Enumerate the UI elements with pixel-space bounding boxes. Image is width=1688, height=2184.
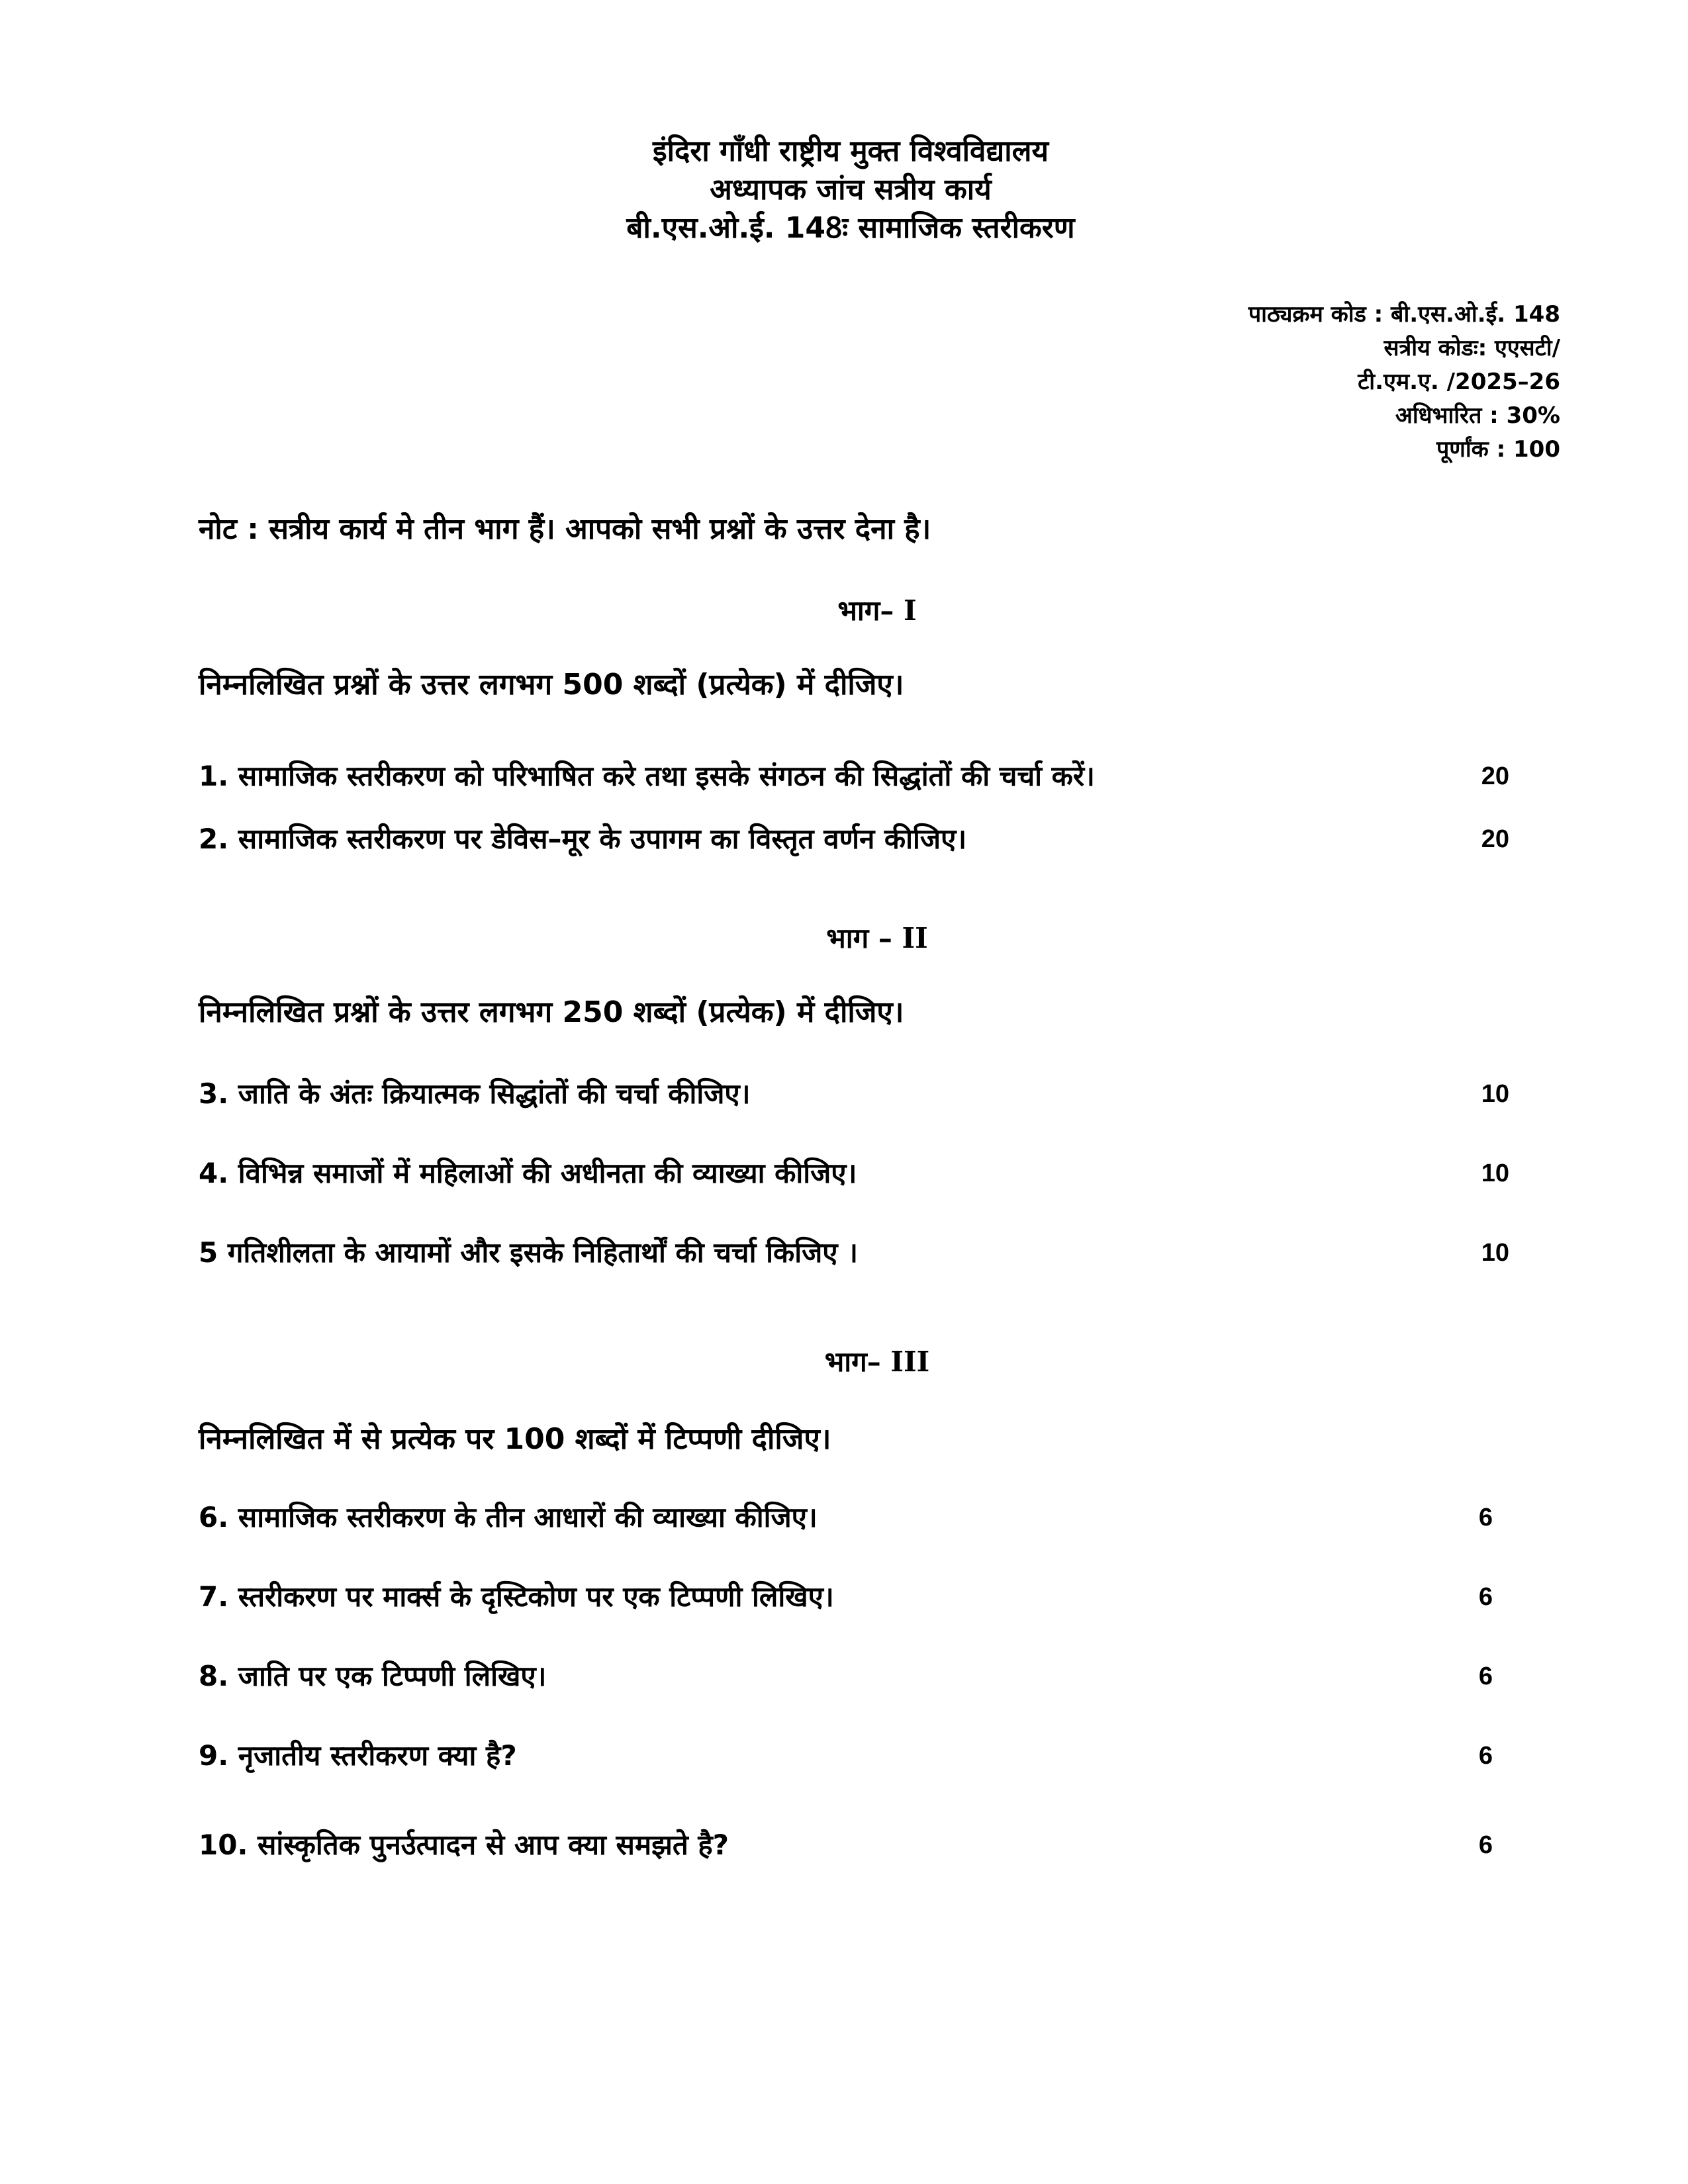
question-marks: 6 [1478, 1662, 1493, 1690]
question-marks: 6 [1478, 1504, 1493, 1531]
assignment-meta [964, 298, 1560, 467]
question-marks: 20 [1481, 825, 1509, 853]
weightage: अधिभारित : 30% [1395, 402, 1560, 429]
question-text: 6. सामाजिक स्तरीकरण के तीन आधारों की व्याख्या कीजिए। [199, 1501, 818, 1533]
course-code: पाठ्यक्रम कोड : बी.एस.ओ.ई. 148 [1248, 301, 1560, 328]
question-marks: 20 [1481, 762, 1509, 790]
question-text: 8. जाति पर एक टिप्पणी लिखिए। [199, 1660, 547, 1692]
document-title-block [0, 132, 1688, 248]
part-3-instruction: निम्नलिखित में से प्रत्येक पर 100 शब्दों में टिप्पणी दीजिए। [199, 1422, 831, 1456]
question-text: 9. नृजातीय स्तरीकरण क्या है? [199, 1739, 517, 1772]
question-marks: 10 [1481, 1080, 1509, 1108]
assignment-code-line-1: सत्रीय कोडः: एएसटी/ [1383, 335, 1560, 361]
question-text: 7. स्तरीकरण पर मार्क्स के दृस्टिकोण पर एक टिप्पणी लिखिए। [199, 1580, 834, 1613]
university-name: इंदिरा गाँधी राष्ट्रीय मुक्त विश्वविद्यालय [653, 134, 1049, 168]
assignment-code-line-2: टी.एम.ए. /2025–26 [1358, 369, 1560, 395]
question-marks: 6 [1478, 1831, 1493, 1859]
question-text: 5 गतिशीलता के आयामों और इसके निहितार्थों की चर्चा किजिए । [199, 1236, 859, 1269]
question-text: 3. जाति के अंतः क्रियात्मक सिद्धांतों की चर्चा कीजिए। [199, 1077, 751, 1110]
question-marks: 10 [1481, 1160, 1509, 1187]
part-2-heading: भाग – II [826, 922, 928, 954]
question-text: 2. सामाजिक स्तरीकरण पर डेविस–मूर के उपागम का विस्तृत वर्णन कीजिए। [199, 823, 967, 855]
question-marks: 6 [1478, 1583, 1493, 1611]
question-text: 1. सामाजिक स्तरीकरण को परिभाषित करे तथा इसके संगठन की सिद्धांतों की चर्चा करें। [199, 760, 1095, 792]
question-text: 4. विभिन्न समाजों में महिलाओं की अधीनता की व्याख्या कीजिए। [199, 1157, 857, 1189]
max-marks: पूर्णांक : 100 [1436, 436, 1560, 463]
question-marks: 6 [1478, 1742, 1493, 1770]
assignment-note: नोट : सत्रीय कार्य मे तीन भाग हैं। आपको सभी प्रश्नों के उत्तर देना है। [199, 512, 931, 546]
assignment-type-title: अध्यापक जांच सत्रीय कार्य [710, 173, 992, 206]
question-marks: 10 [1481, 1239, 1509, 1267]
course-title: बी.एस.ओ.ई. 148ः सामाजिक स्तरीकरण [626, 211, 1075, 245]
part-1-heading: भाग– I [837, 594, 917, 627]
part-2-instruction: निम्नलिखित प्रश्नों के उत्तर लगभग 250 शब्दों (प्रत्येक) में दीजिए। [199, 995, 904, 1029]
part-3-heading: भाग– III [824, 1345, 930, 1378]
part-1-instruction: निम्नलिखित प्रश्नों के उत्तर लगभग 500 शब्दों (प्रत्येक) में दीजिए। [199, 668, 904, 702]
question-text: 10. सांस्कृतिक पुनर्उत्पादन से आप क्या समझते है? [199, 1829, 729, 1861]
